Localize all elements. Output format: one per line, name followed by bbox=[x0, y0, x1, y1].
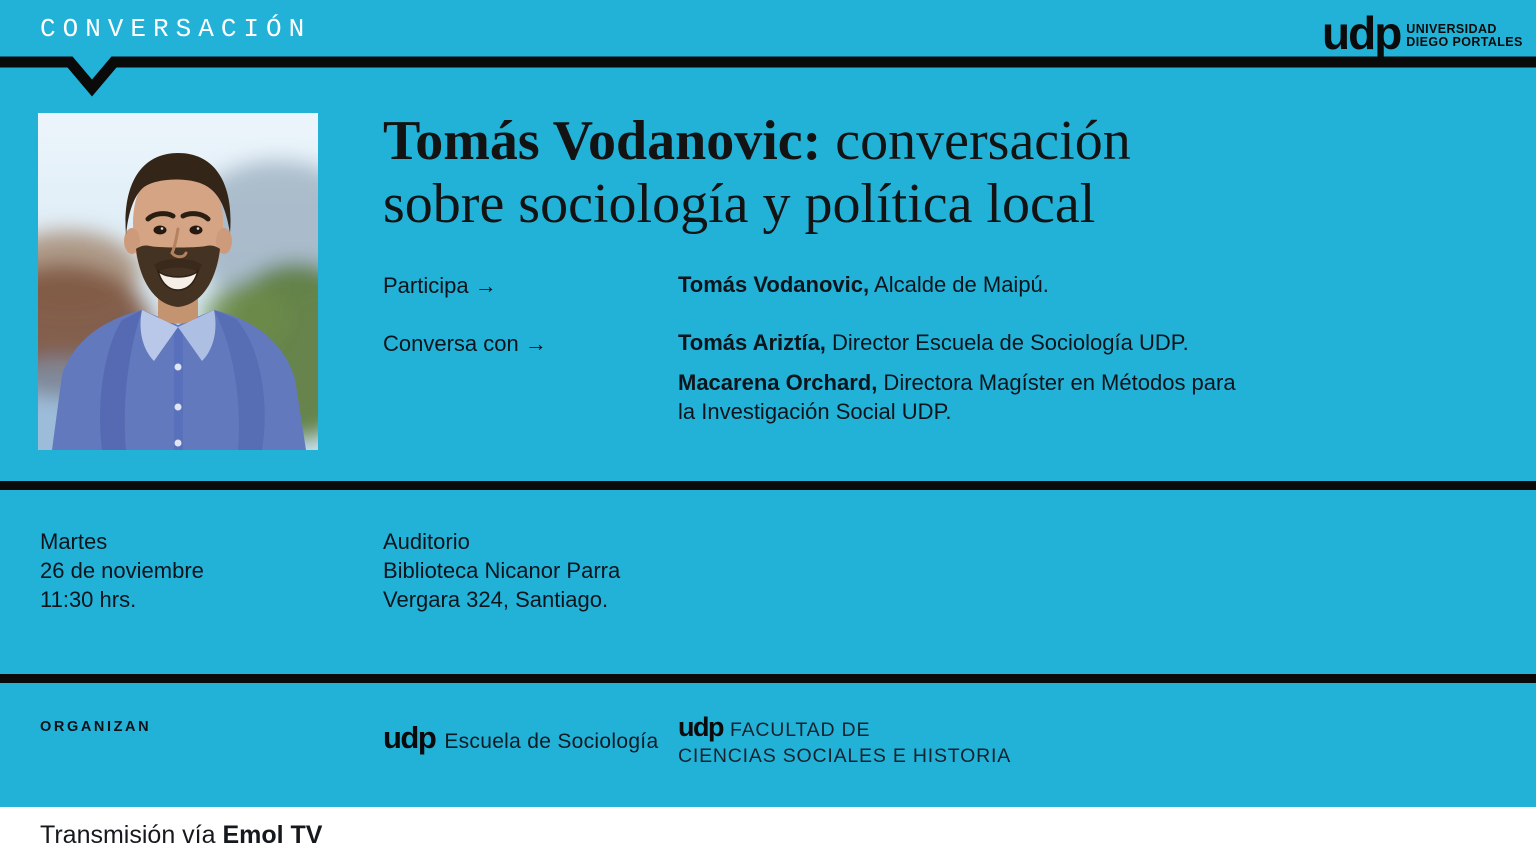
divider-line bbox=[0, 674, 1536, 683]
udp-faculty-logo bbox=[678, 714, 1011, 768]
host-2-role: Directora Magíster en Métodos para la Investigación Social UDP. bbox=[678, 370, 1236, 424]
participa-label-text: Participa bbox=[383, 273, 469, 298]
udp-sociology-school-logo bbox=[383, 722, 658, 754]
school-name: Escuela de Sociología bbox=[444, 730, 659, 753]
event-title-line1-rest: conversación bbox=[821, 110, 1131, 172]
host-2-name: Macarena Orchard, bbox=[678, 370, 878, 395]
participa-value bbox=[678, 272, 1049, 298]
guest-name: Tomás Vodanovic, bbox=[678, 272, 870, 297]
arrow-right-icon: → bbox=[524, 331, 547, 356]
host-2 bbox=[678, 368, 1238, 426]
faculty-name-line2: CIENCIAS SOCIALES E HISTORIA bbox=[678, 745, 1012, 767]
udp-logo-line2: DIEGO PORTALES bbox=[1406, 35, 1523, 49]
participa-label bbox=[383, 273, 497, 299]
udp-logo-line1: UNIVERSIDAD bbox=[1406, 22, 1497, 36]
udp-logo-mark: udp bbox=[1322, 7, 1401, 59]
host-1-role: Director Escuela de Sociología UDP. bbox=[825, 330, 1189, 355]
udp-logo-mark: udp bbox=[678, 712, 723, 742]
event-type-kicker: CONVERSACIÓN bbox=[40, 14, 312, 44]
broadcast-channel: Emol TV bbox=[222, 821, 323, 849]
host-1 bbox=[678, 330, 1189, 356]
venue-building: Biblioteca Nicanor Parra bbox=[383, 558, 621, 583]
event-time: 11:30 hrs. bbox=[40, 587, 137, 612]
event-title-line2: sobre sociología y política local bbox=[383, 173, 1096, 235]
event-title bbox=[383, 110, 1243, 236]
faculty-name-line1: FACULTAD DE bbox=[729, 719, 871, 741]
broadcast-note bbox=[40, 821, 322, 850]
speaker-portrait-illustration bbox=[38, 113, 318, 450]
speaker-photo bbox=[38, 113, 318, 450]
venue-address: Vergara 324, Santiago. bbox=[383, 587, 609, 612]
broadcast-note-prefix: Transmisión vía bbox=[40, 821, 223, 849]
conversa-label-text: Conversa con bbox=[383, 331, 519, 356]
event-title-speaker: Tomás Vodanovic: bbox=[383, 110, 822, 172]
udp-logo-mark: udp bbox=[383, 720, 436, 755]
event-day: Martes bbox=[40, 529, 108, 554]
event-venue bbox=[383, 527, 620, 614]
divider-line bbox=[0, 481, 1536, 490]
host-1-name: Tomás Ariztía, bbox=[678, 330, 826, 355]
conversa-label bbox=[383, 331, 547, 357]
event-date: 26 de noviembre bbox=[40, 558, 204, 583]
guest-role: Alcalde de Maipú. bbox=[869, 272, 1049, 297]
arrow-right-icon: → bbox=[474, 273, 497, 298]
venue-room: Auditorio bbox=[383, 529, 470, 554]
header-divider-bar bbox=[0, 0, 1536, 110]
organizers-label: ORGANIZAN bbox=[40, 719, 152, 735]
event-datetime bbox=[40, 527, 204, 614]
